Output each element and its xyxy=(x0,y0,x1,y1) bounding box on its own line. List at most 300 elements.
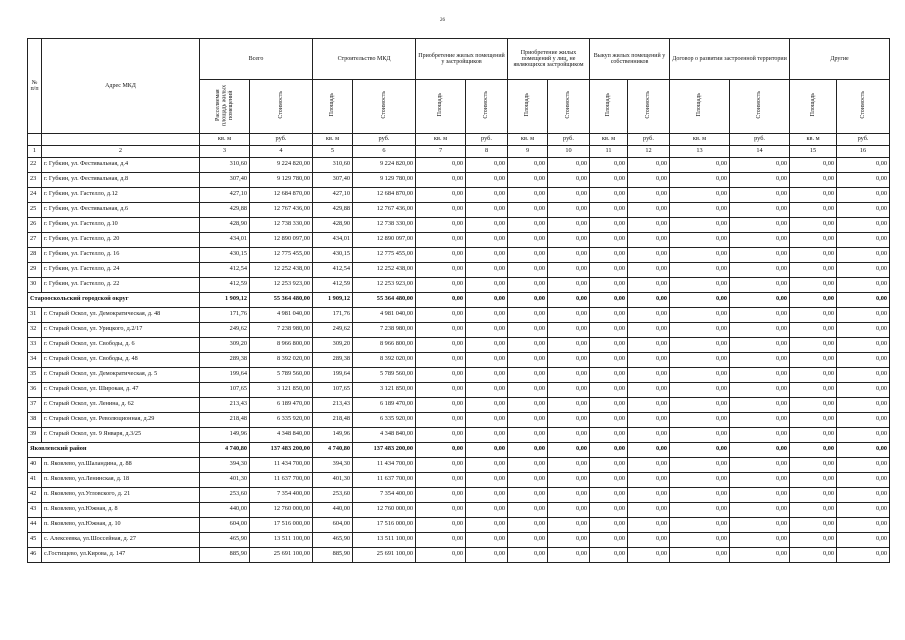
row-number: 35 xyxy=(28,367,42,382)
row-value: 0,00 xyxy=(790,532,837,547)
row-value: 0,00 xyxy=(628,427,670,442)
row-value: 0,00 xyxy=(730,382,790,397)
header-group-other: Другие xyxy=(790,39,890,80)
row-value: 171,76 xyxy=(313,307,353,322)
header-sub: Стоимость xyxy=(466,80,508,134)
row-value: 0,00 xyxy=(730,157,790,172)
row-value: 307,40 xyxy=(200,172,250,187)
row-value: 0,00 xyxy=(466,262,508,277)
table-row xyxy=(28,247,890,262)
row-address: г. Губкин, ул. Гастелло, д.10 xyxy=(42,217,200,232)
row-value: 0,00 xyxy=(590,232,628,247)
row-address: г. Губкин, ул. Фестивальная, д.6 xyxy=(42,202,200,217)
row-value: 0,00 xyxy=(508,532,548,547)
row-value: 12 767 436,00 xyxy=(353,202,416,217)
row-value: 0,00 xyxy=(730,367,790,382)
row-value: 0,00 xyxy=(730,292,790,307)
table-row xyxy=(28,547,890,562)
row-value: 25 691 100,00 xyxy=(353,547,416,562)
row-value: 25 691 100,00 xyxy=(250,547,313,562)
header-sub: Площадь xyxy=(590,80,628,134)
row-value: 12 684 870,00 xyxy=(250,187,313,202)
row-value: 0,00 xyxy=(628,472,670,487)
row-value: 8 392 020,00 xyxy=(353,352,416,367)
header-group-development-contract: Договор о развитии застроенной территории xyxy=(670,39,790,80)
row-value: 6 189 470,00 xyxy=(250,397,313,412)
row-value: 0,00 xyxy=(466,247,508,262)
row-number: 38 xyxy=(28,412,42,427)
row-value: 0,00 xyxy=(670,517,730,532)
row-value: 0,00 xyxy=(837,502,890,517)
row-value: 0,00 xyxy=(670,202,730,217)
row-value: 0,00 xyxy=(730,187,790,202)
row-address: п. Яковлево, ул.Южная, д. 10 xyxy=(42,517,200,532)
row-value: 0,00 xyxy=(508,277,548,292)
row-value: 0,00 xyxy=(508,547,548,562)
table-body xyxy=(28,157,890,562)
row-value: 149,96 xyxy=(313,427,353,442)
row-value: 429,88 xyxy=(313,202,353,217)
row-address: г. Старый Оскол, ул. Урицкого, д.2/17 xyxy=(42,322,200,337)
row-value: 0,00 xyxy=(670,427,730,442)
row-value: 0,00 xyxy=(730,397,790,412)
row-address: г. Губкин, ул. Гастелло, д. 22 xyxy=(42,277,200,292)
row-value: 6 335 920,00 xyxy=(353,412,416,427)
row-value: 0,00 xyxy=(628,532,670,547)
unit-cell: кв. м xyxy=(590,133,628,145)
row-value: 0,00 xyxy=(416,262,466,277)
row-value: 12 890 097,00 xyxy=(250,232,313,247)
row-value: 0,00 xyxy=(590,247,628,262)
row-value: 0,00 xyxy=(790,547,837,562)
row-value: 0,00 xyxy=(730,502,790,517)
row-number: 45 xyxy=(28,532,42,547)
row-value: 0,00 xyxy=(730,232,790,247)
row-value: 0,00 xyxy=(790,337,837,352)
row-value: 427,10 xyxy=(200,187,250,202)
region-name: Яковлевский район xyxy=(28,442,200,457)
row-value: 17 516 000,00 xyxy=(250,517,313,532)
row-value: 0,00 xyxy=(730,217,790,232)
row-number: 39 xyxy=(28,427,42,442)
row-value: 0,00 xyxy=(548,277,590,292)
table-row xyxy=(28,427,890,442)
header-row-groups xyxy=(28,39,890,80)
row-value: 401,30 xyxy=(200,472,250,487)
row-value: 0,00 xyxy=(837,157,890,172)
row-value: 0,00 xyxy=(730,337,790,352)
row-value: 309,20 xyxy=(313,337,353,352)
row-value: 0,00 xyxy=(590,382,628,397)
row-value: 0,00 xyxy=(628,502,670,517)
row-number: 26 xyxy=(28,217,42,232)
row-value: 0,00 xyxy=(416,292,466,307)
row-value: 0,00 xyxy=(508,217,548,232)
row-value: 0,00 xyxy=(730,517,790,532)
row-address: г. Старый Оскол, ул. Свободы, д. 48 xyxy=(42,352,200,367)
row-value: 0,00 xyxy=(837,547,890,562)
row-value: 440,00 xyxy=(200,502,250,517)
col-number: 6 xyxy=(353,145,416,157)
row-value: 0,00 xyxy=(628,172,670,187)
row-value: 12 767 436,00 xyxy=(250,202,313,217)
row-value: 0,00 xyxy=(837,412,890,427)
row-value: 0,00 xyxy=(548,547,590,562)
row-value: 0,00 xyxy=(548,412,590,427)
row-value: 0,00 xyxy=(508,292,548,307)
row-value: 0,00 xyxy=(837,172,890,187)
table-row xyxy=(28,517,890,532)
row-value: 0,00 xyxy=(548,472,590,487)
row-value: 307,40 xyxy=(313,172,353,187)
row-address: г. Губкин, ул. Фестивальная, д.4 xyxy=(42,157,200,172)
row-number: 46 xyxy=(28,547,42,562)
row-value: 0,00 xyxy=(590,352,628,367)
row-value: 430,15 xyxy=(313,247,353,262)
row-value: 0,00 xyxy=(508,427,548,442)
row-value: 0,00 xyxy=(508,202,548,217)
row-value: 12 760 000,00 xyxy=(353,502,416,517)
row-value: 0,00 xyxy=(548,487,590,502)
row-value: 0,00 xyxy=(416,172,466,187)
header-sub: Стоимость xyxy=(353,80,416,134)
row-address: п. Яковлево, ул.Ленинская, д. 18 xyxy=(42,472,200,487)
row-value: 253,60 xyxy=(200,487,250,502)
row-number: 36 xyxy=(28,382,42,397)
row-value: 0,00 xyxy=(670,412,730,427)
row-value: 0,00 xyxy=(548,517,590,532)
row-value: 0,00 xyxy=(790,412,837,427)
row-number: 37 xyxy=(28,397,42,412)
row-number: 30 xyxy=(28,277,42,292)
row-value: 0,00 xyxy=(508,367,548,382)
row-value: 12 253 923,00 xyxy=(250,277,313,292)
row-value: 0,00 xyxy=(670,352,730,367)
row-value: 0,00 xyxy=(837,442,890,457)
row-value: 11 434 700,00 xyxy=(353,457,416,472)
row-value: 0,00 xyxy=(837,382,890,397)
row-number: 33 xyxy=(28,337,42,352)
row-value: 249,62 xyxy=(200,322,250,337)
row-number: 41 xyxy=(28,472,42,487)
header-group-total: Всего xyxy=(200,39,313,80)
row-value: 0,00 xyxy=(548,322,590,337)
row-value: 0,00 xyxy=(730,172,790,187)
table-row xyxy=(28,172,890,187)
row-value: 0,00 xyxy=(416,427,466,442)
header-sub: Стоимость xyxy=(837,80,890,134)
row-value: 0,00 xyxy=(548,172,590,187)
unit-cell xyxy=(28,133,42,145)
row-value: 9 224 820,00 xyxy=(250,157,313,172)
row-value: 11 434 700,00 xyxy=(250,457,313,472)
row-value: 0,00 xyxy=(466,292,508,307)
row-value: 412,54 xyxy=(313,262,353,277)
row-value: 0,00 xyxy=(628,277,670,292)
row-address: с. Алексеевка, ул.Шоссейная, д. 27 xyxy=(42,532,200,547)
row-value: 0,00 xyxy=(466,442,508,457)
row-value: 0,00 xyxy=(628,457,670,472)
col-number: 15 xyxy=(790,145,837,157)
row-value: 0,00 xyxy=(416,367,466,382)
table-row xyxy=(28,367,890,382)
row-value: 0,00 xyxy=(466,202,508,217)
header-sub: Площадь xyxy=(790,80,837,134)
row-value: 0,00 xyxy=(416,337,466,352)
col-number: 1 xyxy=(28,145,42,157)
row-value: 0,00 xyxy=(466,472,508,487)
row-value: 412,59 xyxy=(200,277,250,292)
row-value: 12 253 923,00 xyxy=(353,277,416,292)
row-value: 309,20 xyxy=(200,337,250,352)
col-number: 13 xyxy=(670,145,730,157)
row-value: 0,00 xyxy=(730,262,790,277)
col-number: 16 xyxy=(837,145,890,157)
row-value: 0,00 xyxy=(508,187,548,202)
row-value: 0,00 xyxy=(790,472,837,487)
row-value: 1 909,12 xyxy=(200,292,250,307)
row-value: 0,00 xyxy=(548,247,590,262)
row-value: 0,00 xyxy=(730,532,790,547)
row-address: г. Губкин, ул. Гастелло, д. 24 xyxy=(42,262,200,277)
row-value: 0,00 xyxy=(416,382,466,397)
row-value: 0,00 xyxy=(590,322,628,337)
row-value: 0,00 xyxy=(837,262,890,277)
row-value: 0,00 xyxy=(790,367,837,382)
header-num: № п/п xyxy=(28,39,42,134)
row-value: 0,00 xyxy=(416,322,466,337)
col-number: 12 xyxy=(628,145,670,157)
table-row xyxy=(28,382,890,397)
row-value: 0,00 xyxy=(548,262,590,277)
row-value: 0,00 xyxy=(508,262,548,277)
row-value: 289,38 xyxy=(200,352,250,367)
row-value: 0,00 xyxy=(628,337,670,352)
row-value: 0,00 xyxy=(416,217,466,232)
row-value: 0,00 xyxy=(837,232,890,247)
row-value: 0,00 xyxy=(548,367,590,382)
row-value: 6 189 470,00 xyxy=(353,397,416,412)
row-address: п. Яковлево, ул.Угловского, д. 21 xyxy=(42,487,200,502)
row-value: 0,00 xyxy=(548,337,590,352)
row-value: 0,00 xyxy=(466,382,508,397)
col-number: 9 xyxy=(508,145,548,157)
row-value: 0,00 xyxy=(508,517,548,532)
row-value: 0,00 xyxy=(466,427,508,442)
row-value: 0,00 xyxy=(790,232,837,247)
row-value: 0,00 xyxy=(508,457,548,472)
table-subtotal-row xyxy=(28,442,890,457)
row-value: 0,00 xyxy=(416,202,466,217)
row-value: 55 364 480,00 xyxy=(250,292,313,307)
row-value: 12 890 097,00 xyxy=(353,232,416,247)
row-number: 25 xyxy=(28,202,42,217)
row-value: 0,00 xyxy=(790,157,837,172)
row-value: 17 516 000,00 xyxy=(353,517,416,532)
row-value: 0,00 xyxy=(628,292,670,307)
header-row-col-numbers xyxy=(28,145,890,157)
row-value: 253,60 xyxy=(313,487,353,502)
row-value: 0,00 xyxy=(730,307,790,322)
row-value: 0,00 xyxy=(466,337,508,352)
row-value: 0,00 xyxy=(790,277,837,292)
row-value: 0,00 xyxy=(837,457,890,472)
row-number: 22 xyxy=(28,157,42,172)
row-value: 0,00 xyxy=(670,292,730,307)
header-sub: Расселяемая площадь жилых помещений xyxy=(200,80,250,134)
row-value: 0,00 xyxy=(790,307,837,322)
row-value: 0,00 xyxy=(466,352,508,367)
row-value: 12 252 438,00 xyxy=(353,262,416,277)
row-value: 0,00 xyxy=(508,337,548,352)
row-value: 6 335 920,00 xyxy=(250,412,313,427)
region-name: Старооскольский городской округ xyxy=(28,292,200,307)
row-address: г. Старый Оскол, ул. 9 Января, д.3/25 xyxy=(42,427,200,442)
row-value: 0,00 xyxy=(590,307,628,322)
table-row xyxy=(28,352,890,367)
row-value: 0,00 xyxy=(837,307,890,322)
row-value: 0,00 xyxy=(548,352,590,367)
row-value: 427,10 xyxy=(313,187,353,202)
row-value: 1 909,12 xyxy=(313,292,353,307)
row-number: 29 xyxy=(28,262,42,277)
row-value: 0,00 xyxy=(416,307,466,322)
table-row xyxy=(28,532,890,547)
row-value: 3 121 850,00 xyxy=(353,382,416,397)
unit-cell: кв. м xyxy=(508,133,548,145)
row-value: 0,00 xyxy=(730,352,790,367)
row-number: 27 xyxy=(28,232,42,247)
row-value: 0,00 xyxy=(670,307,730,322)
row-value: 0,00 xyxy=(466,322,508,337)
row-value: 0,00 xyxy=(790,352,837,367)
row-value: 0,00 xyxy=(628,442,670,457)
row-value: 12 738 330,00 xyxy=(353,217,416,232)
row-value: 0,00 xyxy=(790,487,837,502)
row-value: 0,00 xyxy=(466,277,508,292)
row-value: 0,00 xyxy=(508,412,548,427)
row-value: 0,00 xyxy=(790,292,837,307)
row-address: г. Старый Оскол, ул. Демократическая, д. 5 xyxy=(42,367,200,382)
row-value: 0,00 xyxy=(790,382,837,397)
row-value: 199,64 xyxy=(200,367,250,382)
row-value: 0,00 xyxy=(590,442,628,457)
row-value: 4 740,80 xyxy=(200,442,250,457)
row-value: 0,00 xyxy=(466,307,508,322)
row-value: 0,00 xyxy=(590,457,628,472)
row-value: 0,00 xyxy=(466,547,508,562)
row-value: 4 348 840,00 xyxy=(250,427,313,442)
row-value: 199,64 xyxy=(313,367,353,382)
row-value: 12 775 455,00 xyxy=(353,247,416,262)
row-value: 0,00 xyxy=(548,397,590,412)
row-value: 434,01 xyxy=(313,232,353,247)
row-address: г. Губкин, ул. Гастелло, д. 16 xyxy=(42,247,200,262)
row-value: 0,00 xyxy=(590,262,628,277)
row-number: 34 xyxy=(28,352,42,367)
header-sub: Стоимость xyxy=(730,80,790,134)
row-value: 0,00 xyxy=(590,217,628,232)
row-value: 0,00 xyxy=(508,442,548,457)
header-group-buyout: Выкуп жилых помещений у собственников xyxy=(590,39,670,80)
row-value: 107,65 xyxy=(200,382,250,397)
row-value: 0,00 xyxy=(590,277,628,292)
table-row xyxy=(28,397,890,412)
row-value: 0,00 xyxy=(670,457,730,472)
row-value: 5 789 560,00 xyxy=(250,367,313,382)
row-value: 434,01 xyxy=(200,232,250,247)
row-value: 149,96 xyxy=(200,427,250,442)
header-sub: Площадь xyxy=(313,80,353,134)
col-number: 4 xyxy=(250,145,313,157)
row-value: 0,00 xyxy=(416,157,466,172)
col-number: 14 xyxy=(730,145,790,157)
row-number: 44 xyxy=(28,517,42,532)
row-value: 7 238 980,00 xyxy=(353,322,416,337)
row-value: 0,00 xyxy=(548,382,590,397)
table-row xyxy=(28,202,890,217)
row-value: 0,00 xyxy=(416,487,466,502)
row-value: 0,00 xyxy=(508,247,548,262)
row-value: 0,00 xyxy=(466,517,508,532)
row-value: 0,00 xyxy=(590,337,628,352)
row-value: 9 129 780,00 xyxy=(250,172,313,187)
row-value: 0,00 xyxy=(790,502,837,517)
row-value: 0,00 xyxy=(466,502,508,517)
row-value: 5 789 560,00 xyxy=(353,367,416,382)
row-value: 0,00 xyxy=(466,457,508,472)
row-value: 0,00 xyxy=(416,232,466,247)
row-number: 42 xyxy=(28,487,42,502)
row-value: 440,00 xyxy=(313,502,353,517)
row-number: 23 xyxy=(28,172,42,187)
row-value: 0,00 xyxy=(466,187,508,202)
row-value: 0,00 xyxy=(628,517,670,532)
row-value: 9 129 780,00 xyxy=(353,172,416,187)
row-value: 0,00 xyxy=(548,292,590,307)
row-value: 0,00 xyxy=(590,172,628,187)
unit-cell: кв. м xyxy=(200,133,250,145)
row-value: 0,00 xyxy=(790,217,837,232)
table-row xyxy=(28,412,890,427)
row-value: 249,62 xyxy=(313,322,353,337)
row-value: 0,00 xyxy=(837,292,890,307)
row-value: 137 483 200,00 xyxy=(353,442,416,457)
row-value: 0,00 xyxy=(508,157,548,172)
row-value: 0,00 xyxy=(590,532,628,547)
row-value: 0,00 xyxy=(730,277,790,292)
header-group-nondeveloper-purchase: Приобретение жилых помещений у лиц, не являющихся застройщиком xyxy=(508,39,590,80)
row-value: 137 483 200,00 xyxy=(250,442,313,457)
unit-cell: руб. xyxy=(837,133,890,145)
row-value: 0,00 xyxy=(790,202,837,217)
row-value: 4 348 840,00 xyxy=(353,427,416,442)
row-value: 0,00 xyxy=(837,352,890,367)
row-number: 24 xyxy=(28,187,42,202)
row-value: 0,00 xyxy=(670,277,730,292)
unit-cell: руб. xyxy=(353,133,416,145)
row-value: 213,43 xyxy=(313,397,353,412)
table-row xyxy=(28,277,890,292)
row-address: г. Старый Оскол, ул. Свободы, д. 6 xyxy=(42,337,200,352)
table-row xyxy=(28,232,890,247)
row-value: 0,00 xyxy=(670,232,730,247)
row-value: 12 684 870,00 xyxy=(353,187,416,202)
row-value: 394,30 xyxy=(200,457,250,472)
row-value: 0,00 xyxy=(466,412,508,427)
row-value: 0,00 xyxy=(548,232,590,247)
row-value: 0,00 xyxy=(590,157,628,172)
